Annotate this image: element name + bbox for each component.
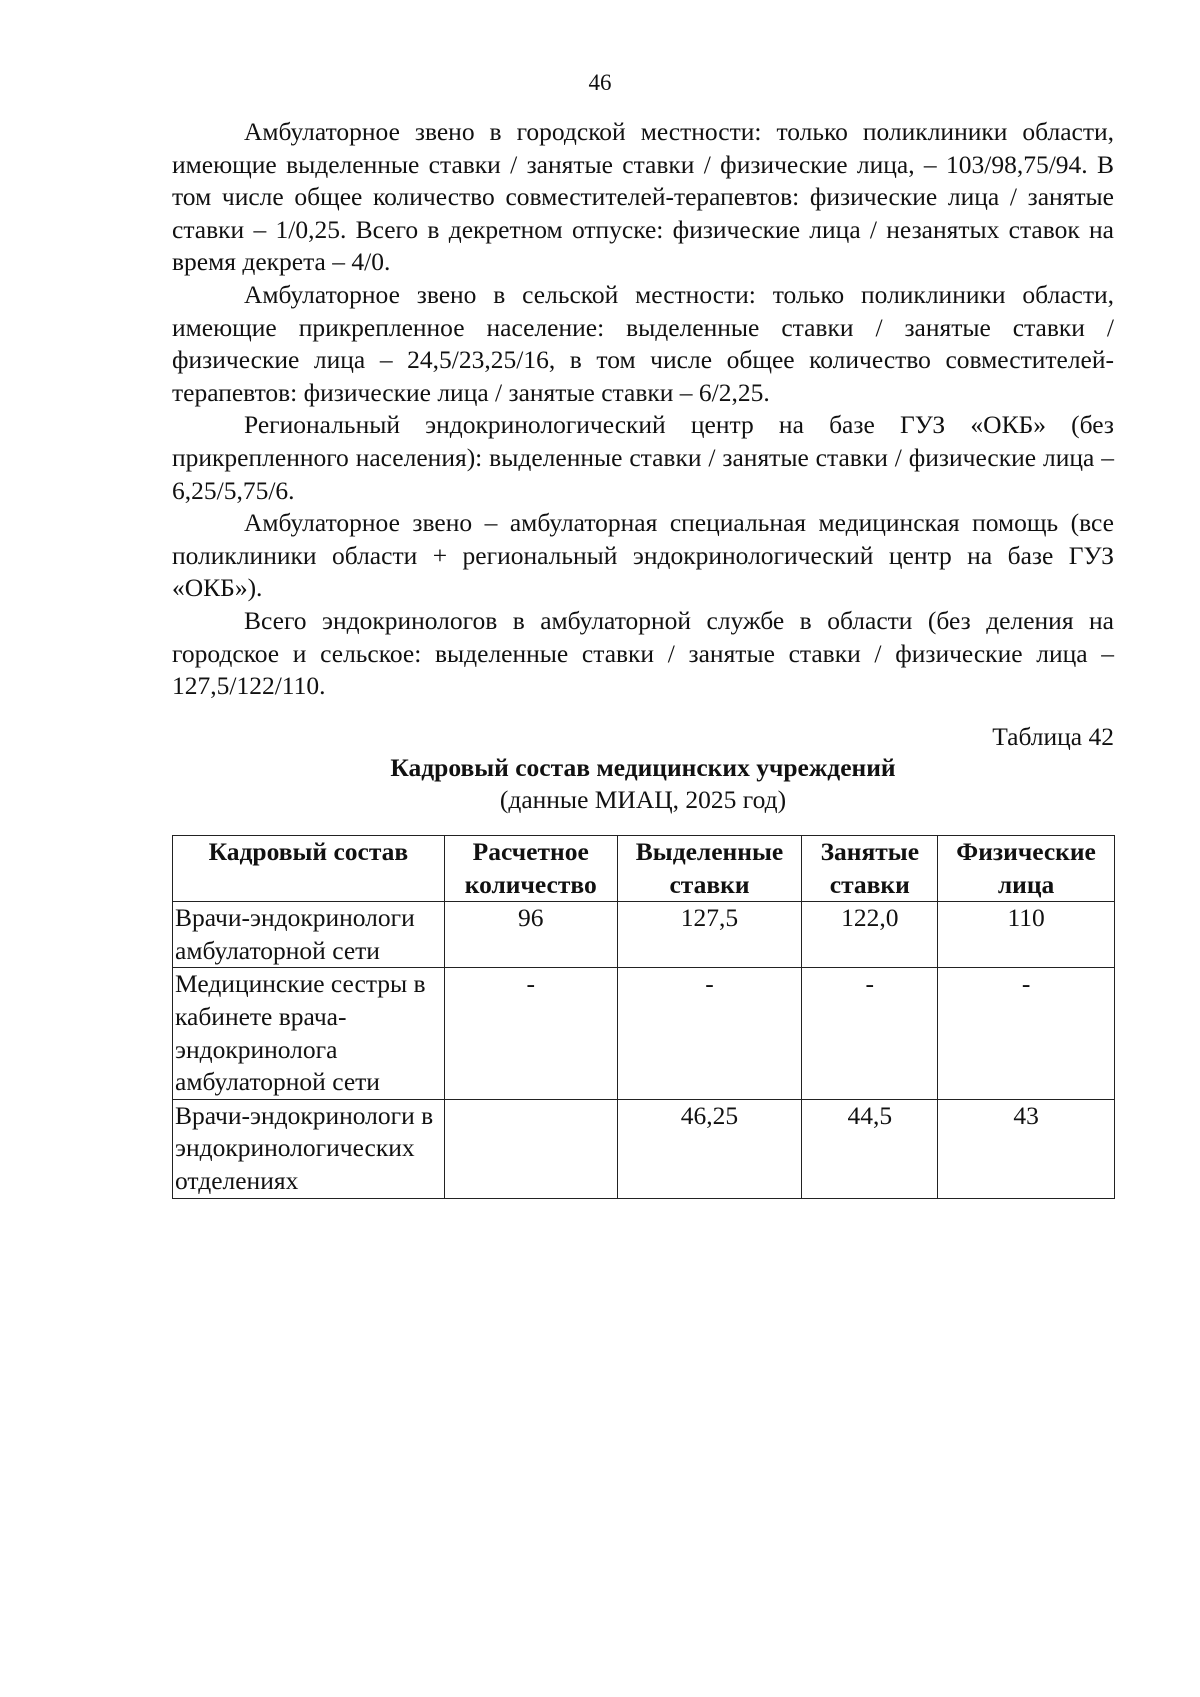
cell-allocated: 46,25	[617, 1099, 802, 1198]
table-row	[173, 968, 1115, 1099]
header-individuals: Физические лица	[938, 836, 1115, 902]
header-allocated: Выделенные ставки	[617, 836, 802, 902]
cell-occupied: 44,5	[802, 1099, 938, 1198]
table-label: Таблица 42	[992, 722, 1114, 751]
table-row	[173, 902, 1115, 968]
paragraph-regional-center: Региональный эндокринологический центр на базе ГУЗ «ОКБ» (без прикрепленного населения): выделенные ставки / занятые ставки / физические лица – 6,25/5,75/6.	[172, 410, 1114, 505]
cell-individuals: -	[938, 968, 1115, 1099]
row-label: Врачи-эндокринологи в эндокринологических отделениях	[173, 1099, 445, 1198]
cell-estimated: 96	[444, 902, 617, 968]
paragraph-total: Всего эндокринологов в амбулаторной службе в области (без деления на городское и сельское: выделенные ставки / занятые ставки / физические лица – 127,5/122/110.	[172, 605, 1114, 701]
row-label: Врачи-эндокринологи амбулаторной сети	[173, 902, 445, 968]
body-text	[172, 116, 1114, 703]
table-subtitle: (данные МИАЦ, 2025 год)	[499, 785, 787, 814]
header-occupied: Занятые ставки	[802, 836, 938, 902]
cell-allocated: 127,5	[617, 902, 802, 968]
header-staff: Кадровый состав	[173, 836, 445, 902]
cell-individuals: 110	[938, 902, 1115, 968]
cell-estimated	[444, 1099, 617, 1198]
paragraph-urban: Амбулаторное звено в городской местности: только поликлиники области, имеющие выделенные ставки / занятые ставки / физические лица, – 103/98,75/94. В том числе общее количество совместителей-терапевтов: физические лица / занятые ставки – 1/0,25. Всего в декретном отпуске: физические лица / незанятых ставок на время декрета – 4/0.	[172, 117, 1114, 277]
cell-occupied: -	[802, 968, 938, 1099]
row-label: Медицинские сестры в кабинете врача-эндокринолога амбулаторной сети	[173, 968, 445, 1099]
table-row	[173, 1099, 1115, 1198]
cell-estimated: -	[444, 968, 617, 1099]
paragraph-ambulatory-special: Амбулаторное звено – амбулаторная специальная медицинская помощь (все поликлиники области + региональный эндокринологический центр на базе ГУЗ «ОКБ»).	[172, 508, 1114, 603]
cell-occupied: 122,0	[802, 902, 938, 968]
cell-individuals: 43	[938, 1099, 1115, 1198]
cell-allocated: -	[617, 968, 802, 1099]
header-estimated: Расчетное количество	[444, 836, 617, 902]
table-title: Кадровый состав медицинских учреждений	[390, 753, 896, 782]
table-header-row	[173, 836, 1115, 902]
paragraph-rural: Амбулаторное звено в сельской местности: только поликлиники области, имеющие прикрепленное население: выделенные ставки / занятые ставки / физические лица – 24,5/23,25/16, в том числе общее количество совместителей-терапевтов: физические лица / занятые ставки – 6/2,25.	[172, 279, 1114, 407]
page-number: 46	[588, 70, 612, 95]
staff-table	[172, 835, 1115, 1199]
